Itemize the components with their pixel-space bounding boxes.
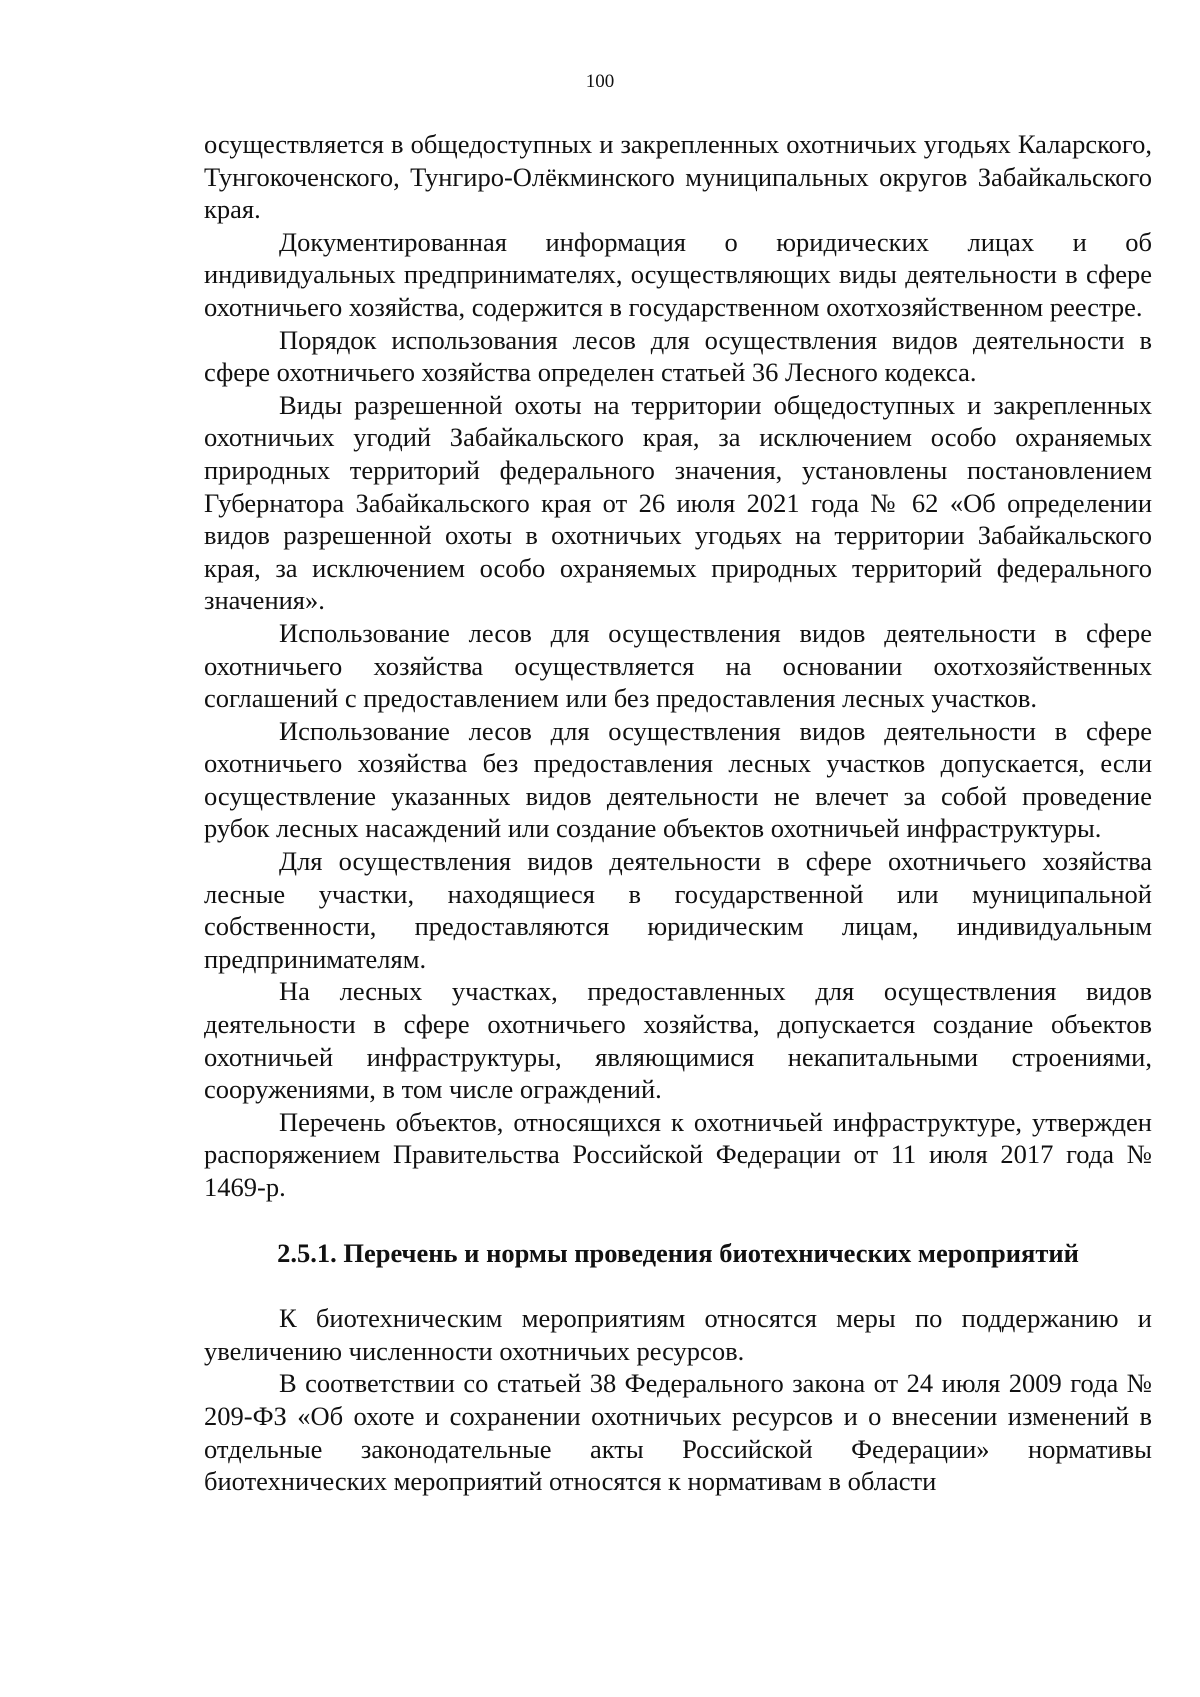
paragraph-infrastructure-objects: На лесных участках, предоставленных для осуществления видов деятельности в сфере охотничьего хозяйства, допускается создание объектов охотничьей инфраструктуры, являющимися некапитальными строениями, сооружениями, в том числе ограждений. bbox=[204, 976, 1152, 1105]
page-number: 100 bbox=[585, 71, 615, 92]
paragraph-federal-law: В соответствии со статьей 38 Федерального закона от 24 июля 2009 года № 209-ФЗ «Об охоте и сохранении охотничьих ресурсов и о внесении изменений в отдельные законодательные акты Российской Федерации» нормативы биотехнических мероприятий относятся к нормативам в области bbox=[204, 1368, 1152, 1497]
paragraph-continuation: осуществляется в общедоступных и закрепленных охотничьих угодьях Каларского, Тунгокоченского, Тунгиро-Олёкминского муниципальных округов Забайкальского края. bbox=[204, 129, 1152, 225]
document-body bbox=[204, 128, 1152, 1498]
paragraph-biotechnical-definition: К биотехническим мероприятиям относятся меры по поддержанию и увеличению численности охотничьих ресурсов. bbox=[204, 1303, 1152, 1366]
paragraph-without-plots: Использование лесов для осуществления видов деятельности в сфере охотничьего хозяйства без предоставления лесных участков допускается, если осуществление указанных видов деятельности не влечет за собой проведение рубок лесных насаждений или создание объектов охотничьей инфраструктуры. bbox=[204, 715, 1152, 844]
paragraph-forest-use-order: Порядок использования лесов для осуществления видов деятельности в сфере охотничьего хозяйства определен статьей 36 Лесного кодекса. bbox=[204, 324, 1152, 388]
section-heading: 2.5.1. Перечень и нормы проведения биотехнических мероприятий bbox=[277, 1237, 1079, 1268]
paragraph-registry: Документированная информация о юридических лицах и об индивидуальных предпринимателях, осуществляющих виды деятельности в сфере охотничьего хозяйства, содержится в государственном охотхозяйственном реестре. bbox=[204, 226, 1152, 322]
paragraph-hunting-agreements: Использование лесов для осуществления видов деятельности в сфере охотничьего хозяйства осуществляется на основании охотхозяйственных соглашений с предоставлением или без предоставления лесных участков. bbox=[204, 617, 1152, 714]
paragraph-plots-provision: Для осуществления видов деятельности в сфере охотничьего хозяйства лесные участки, находящиеся в государственной или муниципальной собственности, предоставляются юридическим лицам, индивидуальным предпринимателям. bbox=[204, 846, 1152, 974]
paragraph-infrastructure-list: Перечень объектов, относящихся к охотничьей инфраструктуре, утвержден распоряжением Правительства Российской Федерации от 11 июля 2017 года № 1469-р. bbox=[204, 1106, 1152, 1202]
paragraph-hunting-types: Виды разрешенной охоты на территории общедоступных и закрепленных охотничьих угодий Забайкальского края, за исключением особо охраняемых природных территорий федерального значения, установлены постановлением Губернатора Забайкальского края от 26 июля 2021 года № 62 «Об определении видов разрешенной охоты в охотничьих угодьях на территории Забайкальского края, за исключением особо охраняемых природных территорий федерального значения». bbox=[204, 389, 1152, 616]
